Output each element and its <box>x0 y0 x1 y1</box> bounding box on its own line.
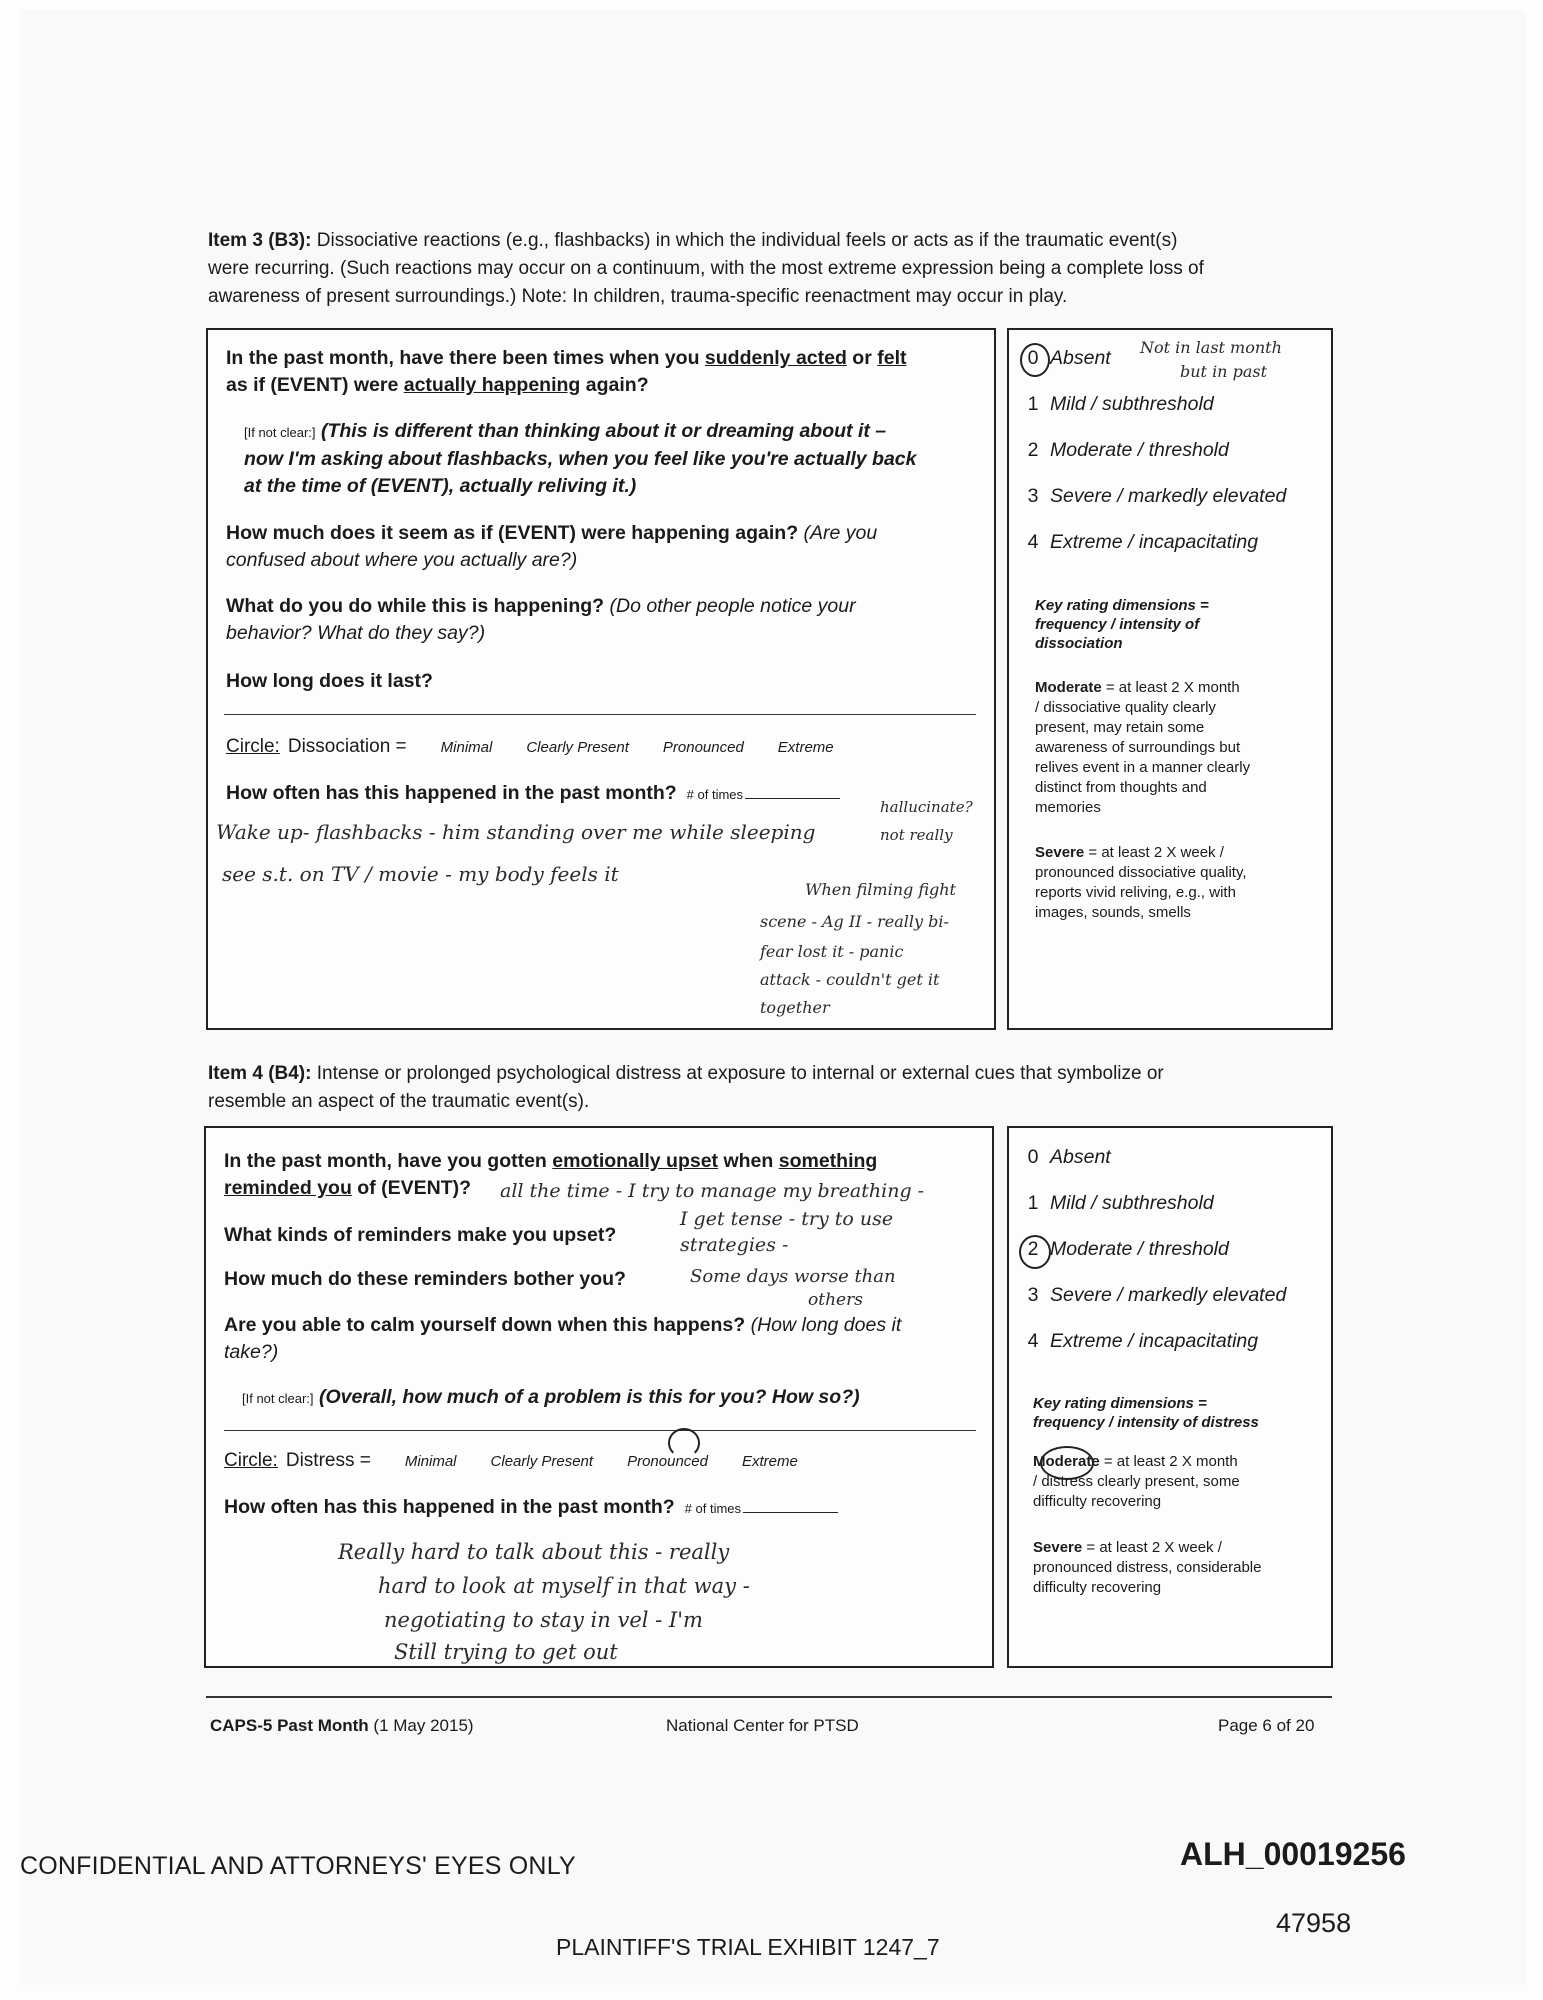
item3-rating-4 <box>1026 531 1258 554</box>
circle-option: Minimal <box>404 1453 457 1470</box>
selected-rating-circle <box>1019 1235 1051 1269</box>
text: frequency / intensity of <box>1035 616 1200 633</box>
handdrawn-mark <box>668 1428 700 1458</box>
text: (This is different than thinking about it or dreaming about it – <box>320 420 887 442</box>
handwritten-note: scene - Ag II - really bi- <box>760 912 949 931</box>
item4-heading-line: Intense or prolonged psychological distress at exposure to internal or external cues that symbolize or <box>316 1063 1164 1084</box>
text: memories <box>1035 799 1101 816</box>
text: relives event in a manner clearly <box>1035 759 1251 776</box>
circle-option: Clearly Present <box>490 1453 594 1470</box>
rating-number: 3 <box>1027 485 1039 507</box>
text: In the past month, have you gotten <box>224 1150 553 1172</box>
text: of (EVENT)? <box>351 1177 472 1199</box>
emphasis: actually happening <box>403 374 581 396</box>
item4-question-4 <box>224 1312 984 1366</box>
text: (How long does it <box>750 1314 902 1336</box>
item3-question-1 <box>226 345 986 399</box>
item3-heading-line: Dissociative reactions (e.g., flashbacks) in which the individual feels or acts as if the traumatic event(s) <box>316 230 1178 251</box>
handwritten-note: Wake up- flashbacks - him standing over me while sleeping <box>216 820 816 844</box>
item4-label: Item 4 (B4): <box>208 1063 312 1084</box>
exhibit-stamp: PLAINTIFF'S TRIAL EXHIBIT 1247_7 <box>556 1934 940 1960</box>
text: (Overall, how much of a problem is this for you? How so?) <box>318 1386 860 1408</box>
severe-label: Severe <box>1035 844 1085 861</box>
text: (1 May 2015) <box>373 1716 474 1735</box>
item4-key-dimensions <box>1033 1394 1303 1432</box>
rating-label: Mild / subthreshold <box>1050 393 1214 415</box>
item4-frequency-question <box>224 1496 838 1519</box>
text: (Do other people notice your <box>609 595 856 617</box>
text: take?) <box>224 1341 279 1363</box>
item3-heading <box>208 227 1348 311</box>
circle-label: Circle: <box>226 736 280 757</box>
emphasis: something <box>778 1150 878 1172</box>
item4-if-not-clear <box>242 1384 860 1412</box>
text: = at least 2 X month <box>1101 679 1240 696</box>
handwritten-note: others <box>808 1290 863 1310</box>
severe-label: Severe <box>1033 1539 1083 1556</box>
item3-severe-definition <box>1035 843 1315 923</box>
rating-number: 1 <box>1027 1192 1039 1214</box>
emphasis: reminded you <box>224 1177 352 1199</box>
text: difficulty recovering <box>1033 1579 1162 1596</box>
text: What do you do while this is happening? <box>226 595 605 617</box>
rating-number: 1 <box>1027 393 1039 415</box>
bates-number: ALH_00019256 <box>1180 1836 1406 1872</box>
text: / distress clearly present, some <box>1033 1473 1240 1490</box>
item3-frequency-question <box>226 782 840 805</box>
handwritten-note: When filming fight <box>805 880 956 899</box>
item4-rating-1 <box>1026 1192 1214 1215</box>
footer-center: National Center for PTSD <box>666 1716 859 1735</box>
text: when <box>718 1150 779 1172</box>
text: (Are you <box>803 522 878 544</box>
text: present, may retain some <box>1035 719 1205 736</box>
circle-option: Pronounced <box>662 739 744 756</box>
rating-label: Absent <box>1050 347 1111 369</box>
emphasis: suddenly acted <box>704 347 847 369</box>
item3-key-dimensions <box>1035 596 1305 653</box>
handwritten-note: Some days worse than <box>690 1266 896 1287</box>
handwritten-note: Really hard to talk about this - really <box>338 1540 730 1564</box>
text: reports vivid reliving, e.g., with <box>1035 884 1236 901</box>
emphasis: emotionally upset <box>552 1150 719 1172</box>
item4-rating-0 <box>1026 1146 1111 1169</box>
item4-rating-2 <box>1026 1238 1229 1261</box>
handwritten-note: together <box>760 998 830 1017</box>
item4-heading <box>208 1060 1348 1116</box>
text: Key rating dimensions = <box>1033 1395 1207 1412</box>
text: dissociation <box>1035 635 1123 652</box>
text: Key rating dimensions = <box>1035 597 1209 614</box>
rating-number: 0 <box>1027 1146 1039 1168</box>
circle-option: Clearly Present <box>526 739 629 756</box>
text: at the time of (EVENT), actually reliving it.) <box>244 475 637 497</box>
circle-option: Extreme <box>741 1453 798 1470</box>
item3-rating-1 <box>1026 393 1214 416</box>
circle-option: Minimal <box>440 739 493 756</box>
text: behavior? What do they say?) <box>226 622 486 644</box>
handwritten-note: not really <box>880 826 953 844</box>
item3-label: Item 3 (B3): <box>208 230 312 251</box>
handwritten-note: Still trying to get out <box>394 1640 618 1664</box>
text: or <box>846 347 878 369</box>
times-label: # of times <box>686 787 744 802</box>
moderate-label: Moderate <box>1033 1453 1100 1470</box>
rating-label: Moderate / threshold <box>1050 1238 1229 1260</box>
text: frequency / intensity of distress <box>1033 1414 1259 1431</box>
times-label: # of times <box>684 1501 742 1516</box>
footer-page-number: Page 6 of 20 <box>1218 1716 1315 1735</box>
rating-label: Absent <box>1050 1146 1111 1168</box>
if-not-clear-tag: [If not clear:] <box>242 1391 314 1406</box>
text: In the past month, have there been times when you <box>226 347 705 369</box>
item4-rating-4 <box>1026 1330 1258 1353</box>
text: now I'm asking about flashbacks, when you feel like you're actually back <box>244 448 917 470</box>
handwritten-note: fear lost it - panic <box>760 942 904 961</box>
handdrawn-mark <box>1040 1446 1094 1480</box>
item3-rating-2 <box>1026 439 1229 462</box>
rating-label: Severe / markedly elevated <box>1050 1284 1287 1306</box>
times-blank <box>745 798 840 799</box>
text: as if (EVENT) were <box>226 374 404 396</box>
item3-rating-3 <box>1026 485 1286 508</box>
text: distinct from thoughts and <box>1035 779 1207 796</box>
handwritten-note: hard to look at myself in that way - <box>378 1574 750 1598</box>
handwritten-note: see s.t. on TV / movie - my body feels it <box>222 862 619 886</box>
text: = at least 2 X week / <box>1084 844 1224 861</box>
item4-circle-row <box>224 1450 798 1472</box>
times-blank <box>743 1512 838 1513</box>
document-number: 47958 <box>1276 1908 1352 1938</box>
divider <box>224 714 976 715</box>
item3-if-not-clear <box>244 418 984 500</box>
text: How often has this happened in the past month? <box>226 782 677 804</box>
item4-severe-definition <box>1033 1538 1313 1598</box>
selected-rating-circle <box>1020 343 1050 377</box>
item3-question-3 <box>226 593 986 647</box>
item4-rating-3 <box>1026 1284 1286 1307</box>
circle-option: Extreme <box>777 739 834 756</box>
rating-label: Extreme / incapacitating <box>1050 531 1259 553</box>
rating-number: 2 <box>1027 1238 1039 1260</box>
text: How much does it seem as if (EVENT) were happening again? <box>226 522 799 544</box>
text: images, sounds, smells <box>1035 904 1191 921</box>
circle-dimension: Distress = <box>285 1450 371 1471</box>
item4-question-2: What kinds of reminders make you upset? <box>224 1224 617 1246</box>
footer-divider <box>206 1696 1332 1698</box>
handwritten-note: hallucinate? <box>880 798 973 816</box>
confidential-stamp: CONFIDENTIAL AND ATTORNEYS' EYES ONLY <box>20 1852 576 1880</box>
emphasis: felt <box>877 347 907 369</box>
circle-dimension: Dissociation = <box>287 736 407 757</box>
rating-number: 2 <box>1027 439 1039 461</box>
divider <box>224 1430 976 1431</box>
text: How often has this happened in the past month? <box>224 1496 675 1518</box>
item3-heading-line: were recurring. (Such reactions may occur on a continuum, with the most extreme expression being a complete loss of <box>208 258 1204 279</box>
text: / dissociative quality clearly <box>1035 699 1216 716</box>
rating-number: 4 <box>1027 1330 1039 1352</box>
rating-label: Extreme / incapacitating <box>1050 1330 1259 1352</box>
rating-number: 4 <box>1027 531 1039 553</box>
text: pronounced dissociative quality, <box>1035 864 1247 881</box>
circle-option: Pronounced <box>627 1453 708 1470</box>
item3-circle-row <box>226 736 834 758</box>
handwritten-note: all the time - I try to manage my breathing - <box>500 1180 925 1202</box>
rating-label: Mild / subthreshold <box>1050 1192 1214 1214</box>
text: = at least 2 X month <box>1099 1453 1238 1470</box>
text: pronounced distress, considerable <box>1033 1559 1262 1576</box>
item4-heading-line: resemble an aspect of the traumatic event(s). <box>208 1091 590 1112</box>
handwritten-note: but in past <box>1180 362 1267 381</box>
handwritten-note: I get tense - try to use <box>680 1208 894 1230</box>
text: confused about where you actually are?) <box>226 549 578 571</box>
item3-moderate-definition <box>1035 678 1315 818</box>
item3-question-4: How long does it last? <box>226 670 433 692</box>
text: = at least 2 X week / <box>1082 1539 1222 1556</box>
footer-document-name <box>210 1716 474 1736</box>
text: again? <box>580 374 649 396</box>
text: Are you able to calm yourself down when this happens? <box>224 1314 746 1336</box>
circle-label: Circle: <box>224 1450 278 1471</box>
rating-label: Moderate / threshold <box>1050 439 1229 461</box>
text: difficulty recovering <box>1033 1493 1162 1510</box>
if-not-clear-tag: [If not clear:] <box>244 425 316 440</box>
item3-question-2 <box>226 520 986 574</box>
rating-number: 3 <box>1027 1284 1039 1306</box>
handwritten-note: negotiating to stay in vel - I'm <box>384 1608 703 1632</box>
text: CAPS-5 Past Month <box>210 1716 369 1735</box>
text: awareness of surroundings but <box>1035 739 1241 756</box>
moderate-label: Moderate <box>1035 679 1102 696</box>
item4-question-3: How much do these reminders bother you? <box>224 1268 626 1290</box>
rating-number: 0 <box>1027 347 1039 369</box>
handwritten-note: Not in last month <box>1140 338 1282 357</box>
handwritten-note: strategies - <box>680 1234 789 1256</box>
item3-heading-line: awareness of present surroundings.) Note: In children, trauma-specific reenactment may occur in play. <box>208 286 1068 307</box>
rating-label: Severe / markedly elevated <box>1050 485 1287 507</box>
handwritten-note: attack - couldn't get it <box>760 970 940 989</box>
